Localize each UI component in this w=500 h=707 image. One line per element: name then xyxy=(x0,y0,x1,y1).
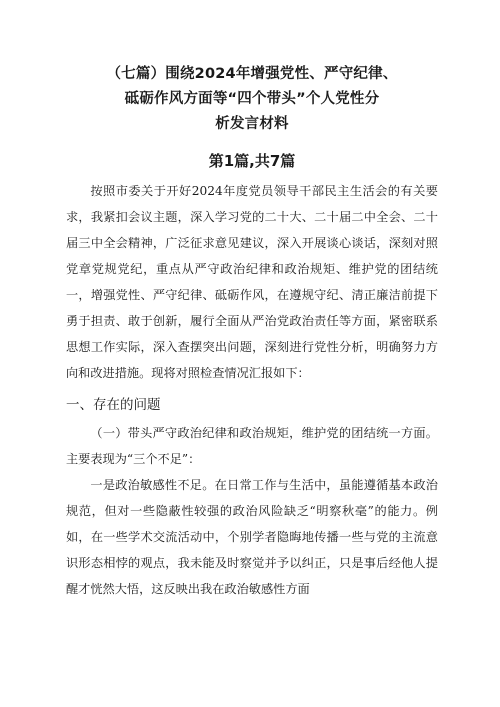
document-subtitle: 第1篇,共7篇 xyxy=(208,152,296,170)
title-line-2: 砥砺作风方面等“四个带头”个人党性分 xyxy=(124,91,380,107)
intro-paragraph: 按照市委关于开好2024年度党员领导干部民主生活会的有关要求，我紧扣会议主题，深入学习党的二十大、二十届二中全会、二十届三中全会精神，广泛征求意见建议，深入开展谈心谈话，深刻对照党章党规党纪，重点从严守政治纪律和政治规矩、维护党的团结统一，增强党性、严守纪律、砥砺作风，在遵规守纪、清正廉洁前提下勇于担责、敢于创新，履行全面从严治党政治责任等方面，紧密联系思想工作实际，深入查摆突出问题，深刻进行党性分析，明确努力方向和改进措施。现将对照检查情况汇报如下： xyxy=(66,184,438,380)
section-heading-problems: 一、存在的问题 xyxy=(66,397,161,413)
sub-section-paragraph: （一）带头严守政治纪律和政治规矩，维护党的团结统一方面。主要表现为“三个不足”： xyxy=(66,426,438,466)
point-one-paragraph: 一是政治敏感性不足。在日常工作与生活中，虽能遵循基本政治规范，但对一些隐蔽性较强的政治风险缺乏“明察秋毫”的能力。例如，在一些学术交流活动中，个别学者隐晦地传播一些与党的主流意识形态相悖的观点，我未能及时察觉并予以纠正，只是事后经他人提醒才恍然大悟，这反映出我在政治敏感性方面 xyxy=(66,478,438,596)
document-title xyxy=(66,62,438,137)
title-line-1: （七篇）围绕2024年增强党性、严守纪律、 xyxy=(106,66,398,82)
title-line-3: 析发言材料 xyxy=(215,116,289,132)
